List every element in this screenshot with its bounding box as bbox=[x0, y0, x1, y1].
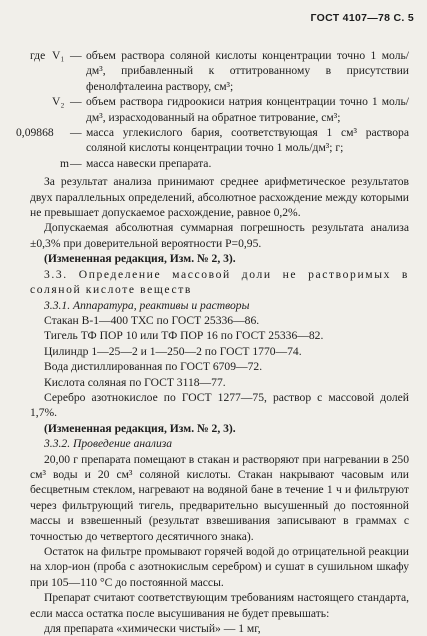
page-header: ГОСТ 4107—78 С. 5 bbox=[310, 12, 414, 24]
definition-v1 bbox=[0, 48, 427, 94]
equipment-item: Вода дистиллированная по ГОСТ 6709—72. bbox=[44, 360, 263, 374]
edition-note: (Измененная редакция, Изм. № 2, 3). bbox=[44, 421, 236, 435]
definition-text: объем раствора соляной кислоты концентрации точно 1 моль/дм³, прибавленный к оттитрованному в присутствии фенолфталеина раствору, см³; bbox=[86, 49, 409, 93]
definition-coefficient bbox=[0, 125, 427, 156]
subsection-heading: 3.3.1. Аппаратура, реактивы и растворы bbox=[44, 298, 250, 312]
paragraph-limit: для препарата «химически чистый» — 1 мг, bbox=[44, 622, 261, 636]
paragraph-criterion: Препарат считают соответствующим требованиям настоящего стандарта, если масса остатка после высушивания не будет превышать: bbox=[30, 591, 409, 620]
definition-dash: — bbox=[70, 126, 82, 140]
definition-text: объем раствора гидроокиси натрия концентрации точно 1 моль/дм³, израсходованный на обратное титрование, см³; bbox=[86, 95, 409, 124]
document-body bbox=[0, 48, 427, 636]
definition-dash: — bbox=[70, 95, 82, 109]
definition-dash: — bbox=[70, 156, 82, 170]
equipment-item: Цилиндр 1—25—2 и 1—250—2 по ГОСТ 1770—74. bbox=[44, 344, 302, 358]
equipment-item: Серебро азотнокислое по ГОСТ 1277—75, раствор с массовой долей 1,7%. bbox=[30, 390, 409, 420]
equipment-item: Кислота соляная по ГОСТ 3118—77. bbox=[44, 375, 226, 389]
section-heading: 3.3. Определение массовой доли не растворимых в соляной кислоте веществ bbox=[30, 267, 409, 297]
definition-term: 0,09868 bbox=[16, 126, 54, 140]
definition-text: масса углекислого бария, соответствующая 1 см³ раствора соляной кислоты концентрации точно 1 моль/дм³; г; bbox=[86, 126, 409, 155]
paragraph-result: За результат анализа принимают среднее арифметическое результатов двух параллельных определений, абсолютное расхождение между которыми не превышает допускаемое расхождение, равное 0,2%. bbox=[30, 175, 409, 220]
equipment-item: Стакан В-1—400 ТХС по ГОСТ 25336—86. bbox=[44, 313, 260, 327]
definition-dash: — bbox=[70, 49, 82, 62]
definition-term: V₂ bbox=[52, 95, 65, 109]
definition-m bbox=[0, 156, 427, 171]
definition-term: m bbox=[60, 156, 70, 170]
paragraph-washing: Остаток на фильтре промывают горячей водой до отрицательной реакции на хлор-ион (проба с азотнокислым серебром) и сушат в сушильном шкафу при 105—110 °C до постоянной массы. bbox=[30, 545, 409, 589]
paragraph-error: Допускаемая абсолютная суммарная погрешность результата анализа ±0,3% при доверительной вероятности P=0,95. bbox=[30, 221, 409, 250]
definition-text: масса навески препарата. bbox=[86, 156, 212, 170]
definition-v2 bbox=[0, 94, 427, 125]
edition-note: (Измененная редакция, Изм. № 2, 3). bbox=[44, 252, 236, 266]
definition-lead: где bbox=[30, 49, 46, 62]
equipment-item: Тигель ТФ ПОР 10 или ТФ ПОР 16 по ГОСТ 25336—82. bbox=[44, 329, 324, 343]
definition-term: V₁ bbox=[52, 49, 65, 62]
paragraph-procedure: 20,00 г препарата помещают в стакан и растворяют при нагревании в 250 см³ воды и 20 см³ соляной кислоты. Стакан накрывают часовым или бесцветным стеклом, нагревают на водяной бане в течение 1 ч и фильтруют через фильтрующий тигель, предварительно высушенный до постоянной массы и взвешенный (результат взвешивания записывают в граммах с точностью до четвертого десятичного знака). bbox=[30, 452, 409, 543]
subsection-heading: 3.3.2. Проведение анализа bbox=[44, 437, 173, 451]
